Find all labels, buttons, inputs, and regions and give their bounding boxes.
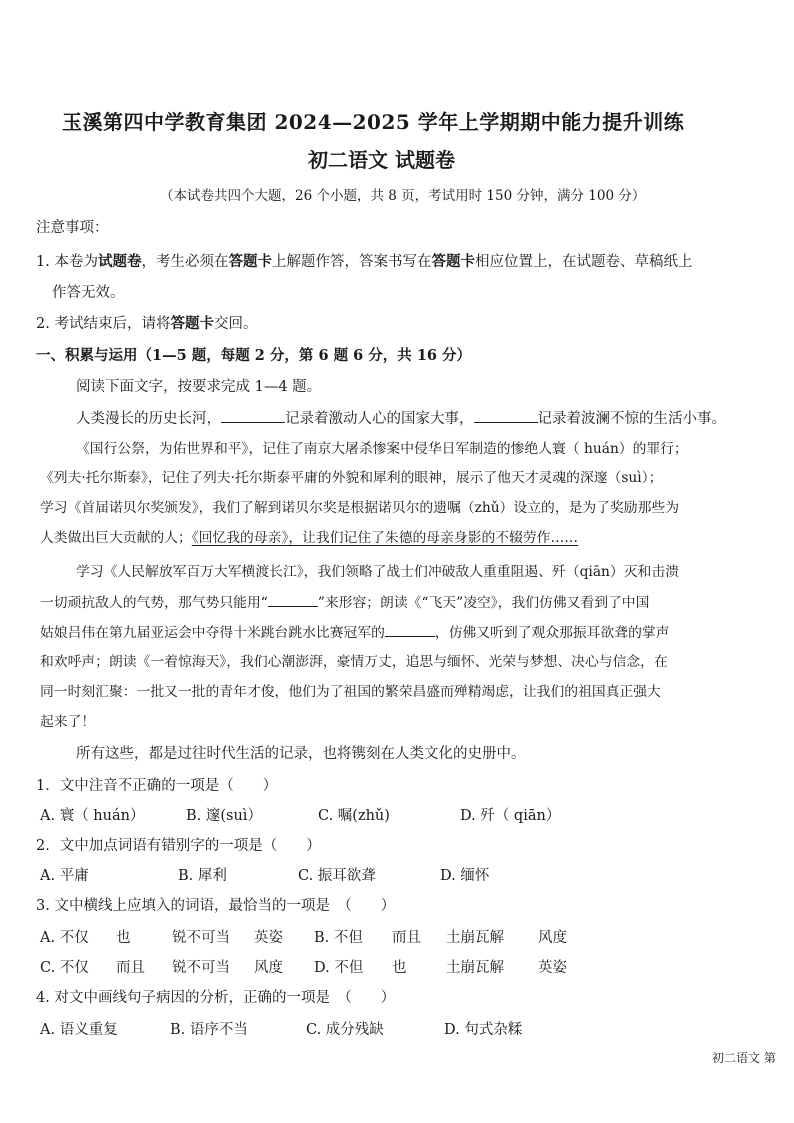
passage-paragraph-3-line-6: 起来了！ bbox=[40, 714, 96, 730]
question-3-option-b-3: 土崩瓦解 bbox=[446, 930, 504, 946]
question-4-option-c: C. 成分残缺 bbox=[306, 1022, 384, 1038]
question-1-option-b: B. 邃(suì） bbox=[186, 808, 262, 824]
notice-text: ，考生必须在 bbox=[141, 254, 229, 270]
question-1-option-d: D. 歼（ qiān） bbox=[460, 808, 561, 824]
question-3-option-b-4: 风度 bbox=[538, 930, 567, 946]
passage-text: ”来形容；朗读《“飞天”凌空》，我们仿佛又看到了中国 bbox=[317, 595, 650, 611]
notice-emphasis: 试题卷 bbox=[97, 253, 142, 270]
passage-text: 人类漫长的历史长河， bbox=[76, 411, 221, 427]
question-2-option-a: A. 平庸 bbox=[40, 868, 89, 884]
question-3-option-c-4: 风度 bbox=[254, 960, 283, 976]
underlined-sentence: 《回忆我的母亲》，让我们记住了朱德的母亲身影的不辍劳作…… bbox=[191, 530, 579, 546]
passage-text: 一切顽抗敌人的气势，那气势只能用“ bbox=[40, 595, 268, 611]
question-3-option-d-4: 英姿 bbox=[538, 960, 567, 976]
fill-blank bbox=[221, 408, 285, 423]
reading-instruction: 阅读下面文字，按要求完成 1—4 题。 bbox=[76, 379, 322, 395]
passage-paragraph-3-line-5: 同一时刻汇聚：一批又一批的青年才俊，他们为了祖国的繁荣昌盛而殚精竭虑，让我们的祖国真正强大 bbox=[40, 684, 661, 700]
notice-text: 1. 本卷为 bbox=[36, 254, 98, 270]
question-4-option-b: B. 语序不当 bbox=[170, 1022, 248, 1038]
notice-item-1 bbox=[36, 252, 692, 272]
passage-paragraph-3-line-2 bbox=[40, 592, 649, 613]
question-4-option-d: D. 句式杂糅 bbox=[444, 1022, 523, 1038]
notice-text: 上解题作答，答案书写在 bbox=[271, 254, 432, 270]
question-1-option-c: C. 嘱(zhǔ) bbox=[318, 808, 390, 824]
notice-text: 2. 考试结束后，请将 bbox=[36, 316, 171, 332]
notice-item-1-cont: 作答无效。 bbox=[52, 285, 125, 301]
page-footer: 初二语文 第 bbox=[712, 1051, 776, 1065]
passage-paragraph-3-line-1: 学习《人民解放军百万大军横渡长江》，我们领略了战士们冲破敌人重重阻遏、歼（qiān）灭和击溃 bbox=[76, 564, 679, 580]
notice-emphasis: 答题卡 bbox=[431, 253, 475, 270]
fill-blank bbox=[474, 408, 538, 423]
exam-note: （本试卷共四个大题，26 个小题，共 8 页，考试用时 150 分钟，满分 100 分） bbox=[160, 188, 646, 204]
question-3-option-c-3: 锐不可当 bbox=[172, 960, 230, 976]
passage-paragraph-4: 所有这些，都是过往时代生活的记录，也将镌刻在人类文化的史册中。 bbox=[76, 746, 526, 762]
question-2-option-d: D. 缅怀 bbox=[440, 868, 490, 884]
question-3-option-b-1: B. 不但 bbox=[314, 930, 363, 946]
question-3-option-d-3: 土崩瓦解 bbox=[446, 960, 504, 976]
question-3-option-d-1: D. 不但 bbox=[314, 960, 364, 976]
passage-paragraph-3-line-3 bbox=[40, 622, 669, 643]
question-4-option-a: A. 语义重复 bbox=[40, 1022, 118, 1038]
passage-paragraph-2-line-3: 学习《首届诺贝尔奖颁发》，我们了解到诺贝尔奖是根据诺贝尔的遗嘱（zhǔ）设立的，是为了奖励那些为 bbox=[40, 500, 679, 516]
question-3-option-a-2: 也 bbox=[116, 930, 131, 946]
question-3-stem: 3. 文中横线上应填入的词语，最恰当的一项是 （ ） bbox=[36, 898, 396, 914]
question-1-stem: 1．文中注音不正确的一项是（ ） bbox=[36, 778, 278, 794]
question-3-option-c-2: 而且 bbox=[116, 960, 145, 976]
passage-text: 记录着波澜不惊的生活小事。 bbox=[537, 411, 726, 427]
passage-text: 姑娘吕伟在第九届亚运会中夺得十米跳台跳水比赛冠军的 bbox=[40, 625, 385, 641]
passage-paragraph-1 bbox=[76, 408, 726, 429]
passage-text: 记录着激动人心的国家大事， bbox=[285, 411, 474, 427]
question-3-option-a-4: 英姿 bbox=[254, 930, 283, 946]
question-3-option-d-2: 也 bbox=[392, 960, 407, 976]
question-2-option-c: C. 振耳欲聋 bbox=[298, 868, 376, 884]
question-2-option-b: B. 犀利 bbox=[178, 868, 227, 884]
question-4-stem: 4. 对文中画线句子病因的分析，正确的一项是 （ ） bbox=[36, 990, 396, 1006]
passage-text: 人类做出巨大贡献的人； bbox=[40, 530, 192, 546]
exam-title: 玉溪第四中学教育集团 2024—2025 学年上学期期中能力提升训练 bbox=[62, 110, 685, 134]
notice-heading: 注意事项： bbox=[36, 220, 109, 236]
question-1-option-a: A. 寰（ huán） bbox=[40, 808, 145, 824]
section-1-heading: 一、积累与运用（1—5 题，每题 2 分，第 6 题 6 分，共 16 分） bbox=[36, 347, 472, 364]
passage-paragraph-2-line-1: 《国行公祭，为佑世界和平》，记住了南京大屠杀惨案中侵华日军制造的惨绝人寰（ huán）的罪行； bbox=[76, 441, 688, 457]
notice-text: 交回。 bbox=[213, 316, 258, 332]
fill-blank bbox=[385, 622, 435, 637]
passage-text: ，仿佛又听到了观众那振耳欲聋的掌声 bbox=[434, 625, 670, 641]
question-3-option-a-1: A. 不仅 bbox=[40, 930, 89, 946]
question-2-stem: 2．文中加点词语有错别字的一项是（ ） bbox=[36, 838, 321, 854]
fill-blank bbox=[268, 592, 318, 607]
passage-paragraph-2-line-2: 《列夫·托尔斯泰》，记住了列夫·托尔斯泰平庸的外貌和犀利的眼神，展示了他天才灵魂的深邃（suì）； bbox=[40, 470, 663, 486]
question-3-option-a-3: 锐不可当 bbox=[172, 930, 230, 946]
notice-emphasis: 答题卡 bbox=[228, 253, 272, 270]
notice-text: 相应位置上，在试题卷、草稿纸上 bbox=[474, 254, 693, 270]
notice-emphasis: 答题卡 bbox=[170, 315, 214, 332]
question-3-option-c-1: C. 不仅 bbox=[40, 960, 89, 976]
question-3-option-b-2: 而且 bbox=[392, 930, 421, 946]
passage-paragraph-3-line-4: 和欢呼声；朗读《一着惊海天》，我们心潮澎湃，豪情万丈，追思与缅怀、光荣与梦想、决心与信念，在 bbox=[40, 654, 668, 670]
notice-item-2 bbox=[36, 314, 257, 334]
passage-paragraph-2-line-4 bbox=[40, 528, 578, 548]
exam-subtitle: 初二语文 试题卷 bbox=[308, 148, 455, 172]
